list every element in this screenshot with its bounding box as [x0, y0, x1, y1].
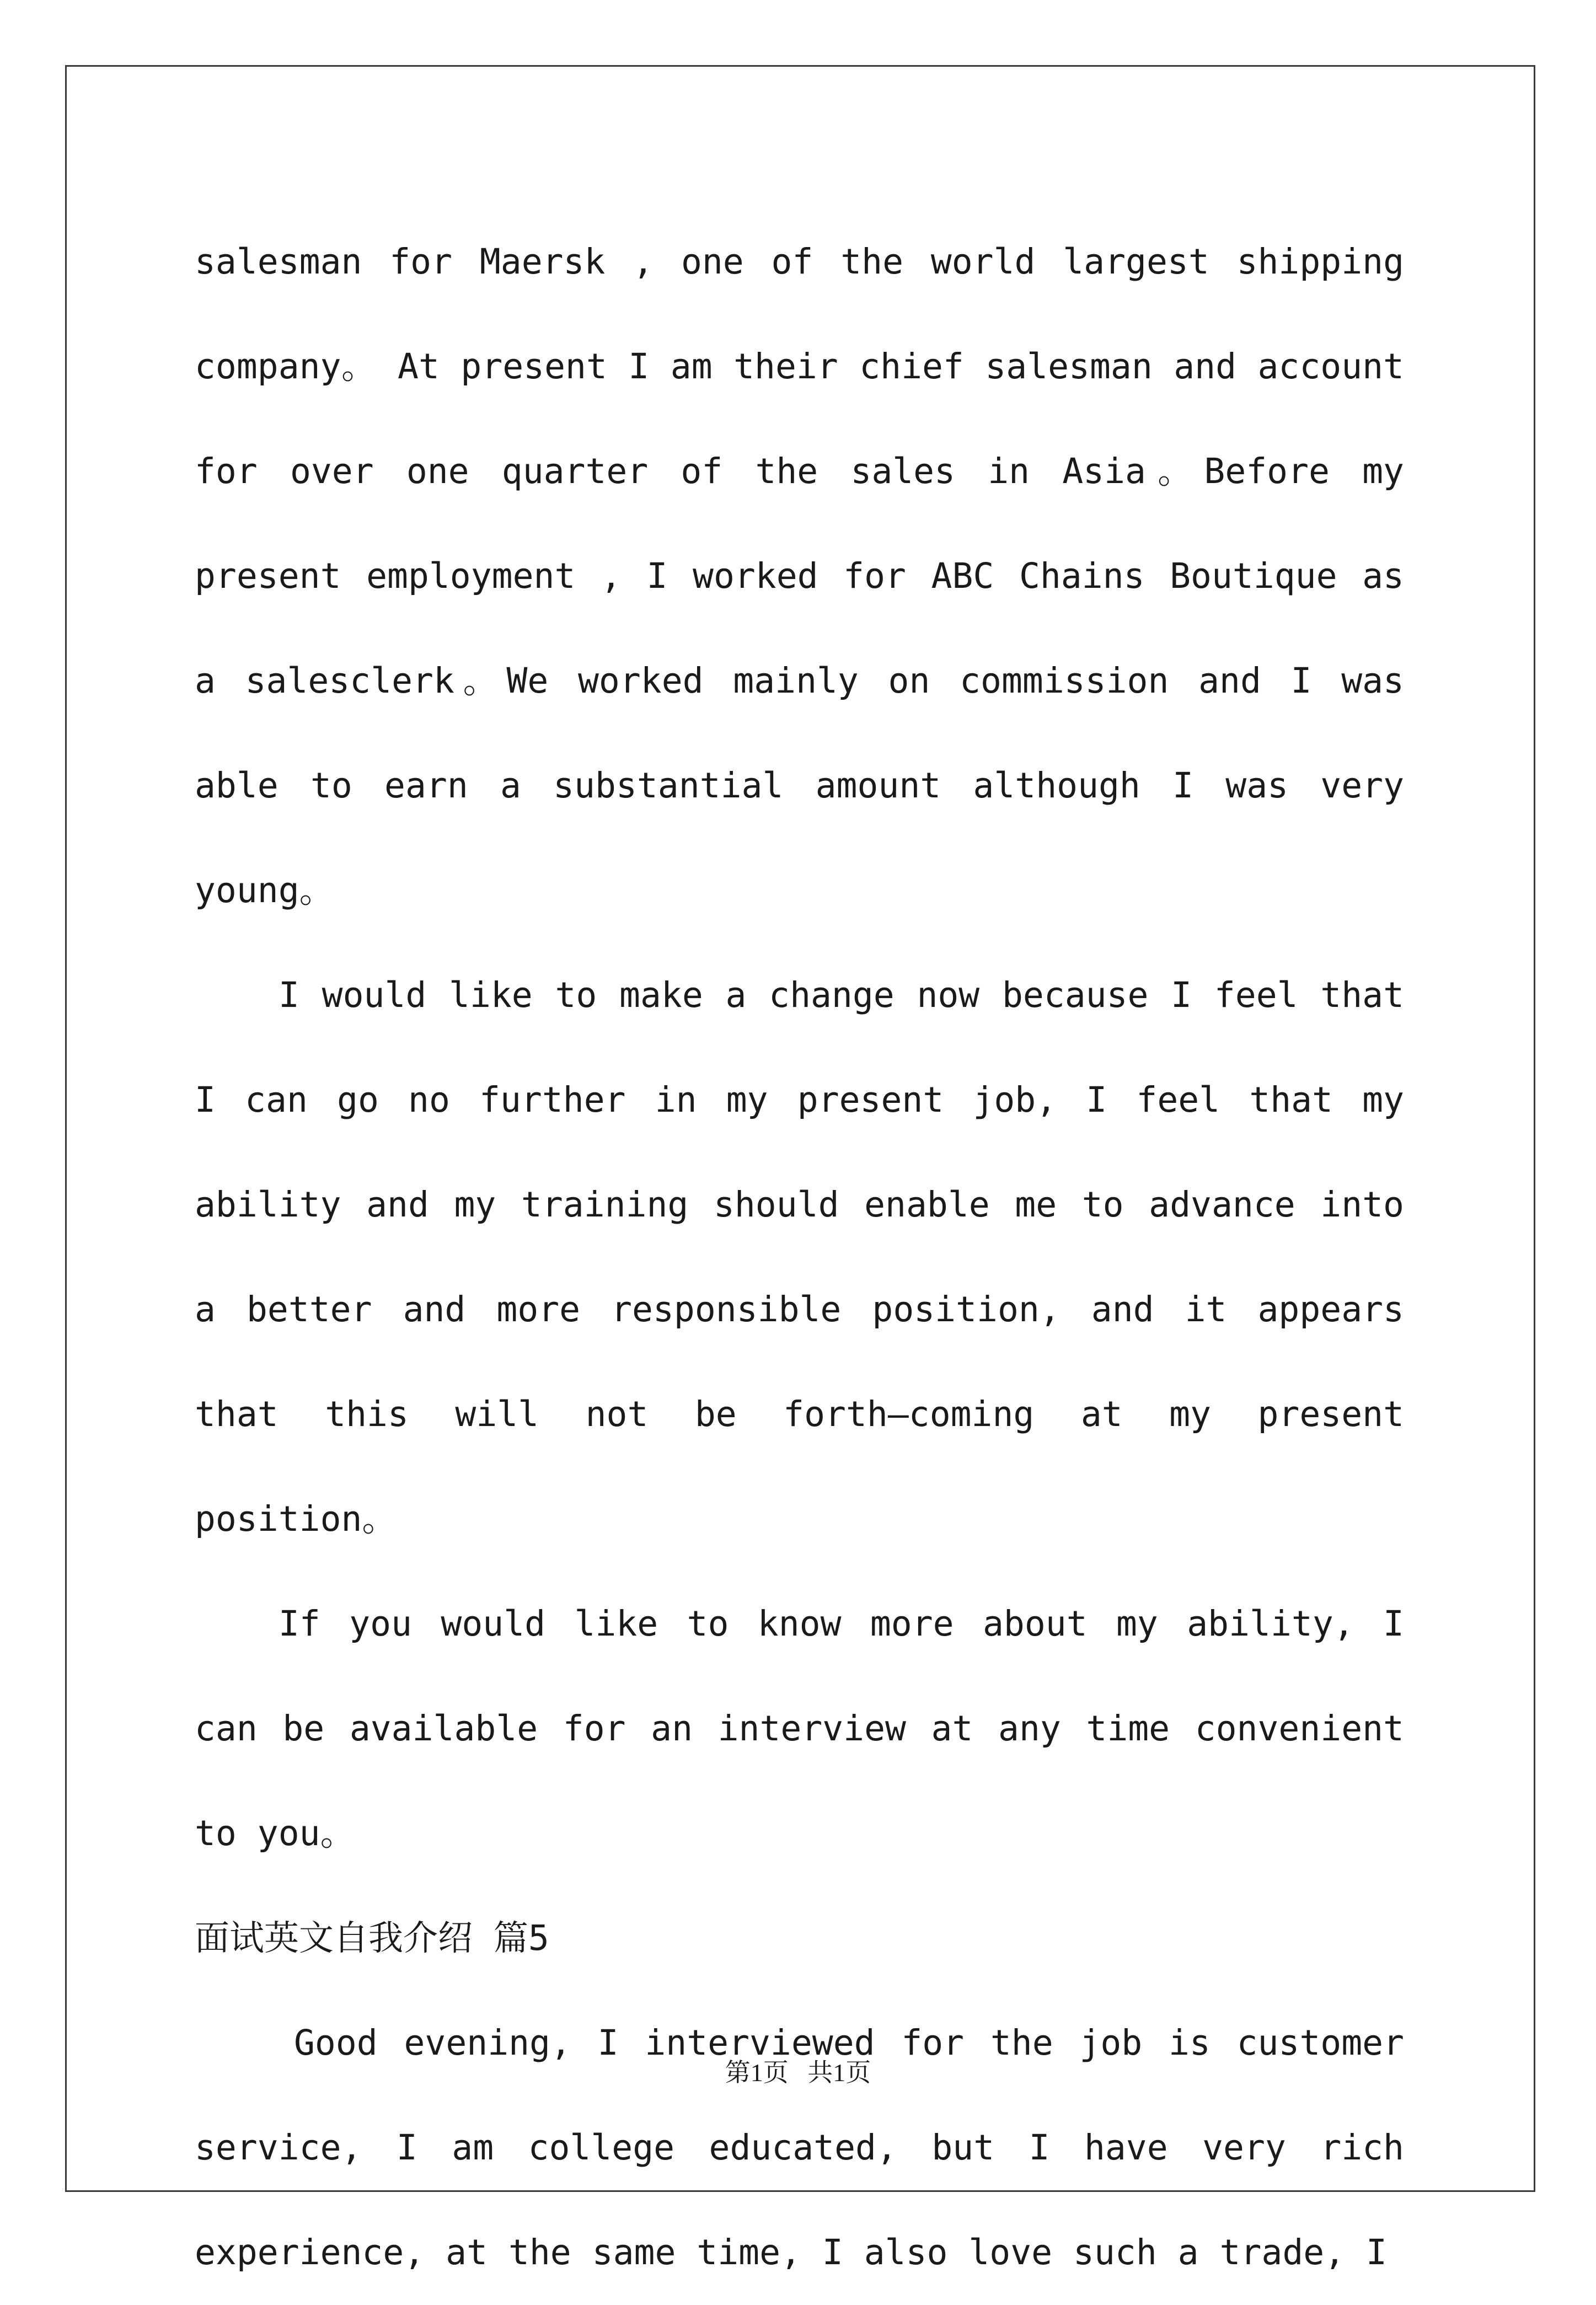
- section-heading: 面试英文自我介绍 篇5: [195, 1918, 549, 1958]
- paragraph-availability: If you would like to know more about my ability, I can be available for an interview at any time convenient to you。: [195, 1604, 1404, 1853]
- page-footer: 第1页 共1页: [725, 2059, 871, 2087]
- paragraph-reason-for-change: I would like to make a change now because I feel that I can go no further in my present job, I feel that my ability and my training should enable me to advance into a better and more responsible position, and it appears that this will not be forth—coming at my present position。: [195, 975, 1404, 1539]
- paragraph-work-history: salesman for Maersk , one of the world largest shipping company。 At present I am their chief salesman and account for over one quarter of the sales in Asia。Before my present employment , I worked for ABC Chains Boutique as a salesclerk。We worked mainly on commission and I was able to earn a substantial amount although I was very young。: [195, 242, 1404, 910]
- document-body: [195, 210, 1404, 2305]
- paragraph-self-introduction: Good evening, I interviewed for the job is customer service, I am college educated, but I have very rich experience, at the same time, I also love such a trade, I: [195, 2023, 1404, 2272]
